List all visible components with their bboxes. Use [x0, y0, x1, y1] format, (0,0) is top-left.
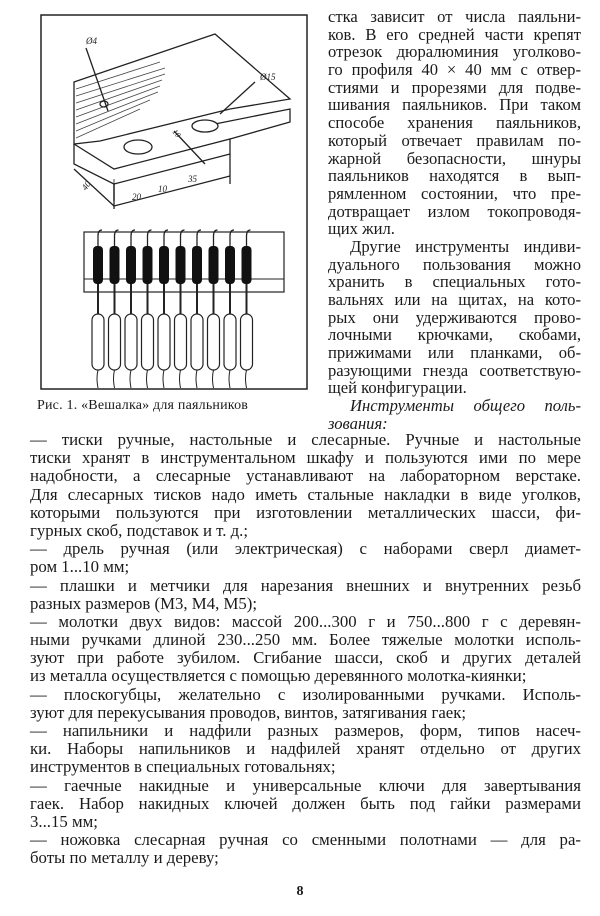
iron-cord [97, 370, 98, 388]
angle-profile-drawing [74, 34, 290, 209]
iron-heater [126, 246, 136, 284]
iron-handle [109, 314, 121, 370]
iron-heater [192, 246, 202, 284]
iron-cord [246, 370, 247, 388]
text-line: — дрель ручная (или электрическая) с наборами сверл диамет- [30, 539, 581, 559]
text-line: которыми пользуются при изготовлении металлических шасси, фи- [30, 502, 581, 522]
text-line: лочными крючками, скобами, [328, 325, 581, 345]
text-line: 3...15 мм; [30, 811, 98, 831]
text-line: который отвечает правилам по- [328, 130, 581, 150]
iron-handle [241, 314, 253, 370]
iron-handle [175, 314, 187, 370]
text-line: боты по металлу и дереву; [30, 848, 219, 868]
text-line: шивания паяльников. При таком [328, 95, 581, 115]
text-line: хранить в специальных гото- [328, 272, 581, 292]
main-body-text [30, 431, 581, 868]
text-line: надобности, а слесарные устанавливают на лабораторном верстаке. [30, 466, 581, 486]
text-line: гурных скоб, подставок и т. д.; [30, 520, 249, 540]
text-line: инструментов в специальных готовальнях; [30, 757, 336, 777]
text-line: из металла осуществляется с помощью деревянного молотка-киянки; [30, 666, 527, 686]
text-line: зуют при работе зубилом. Сгибание шасси, скоб и других деталей [30, 648, 581, 668]
text-line: вальнях или на щитах, на кото- [328, 290, 581, 309]
text-line: отрезок дюралюминия уголково- [328, 42, 581, 62]
text-line: способе хранения паяльников, [328, 113, 581, 133]
text-line: жарной безопасности, шнуры [328, 148, 581, 168]
text-line: щих жил. [328, 219, 395, 239]
iron-heater [143, 246, 153, 284]
text-line: — молотки двух видов: массой 200...300 г и 750...800 г с деревян- [30, 611, 581, 631]
text-line: Инструменты общего поль- [350, 396, 581, 416]
iron-heater [209, 246, 219, 284]
text-line: разных размеров (М3, М4, М5); [30, 593, 258, 613]
text-line: стиями и прорезями для подве- [328, 77, 581, 97]
text-line: Для слесарных тисков надо иметь стальные накладки в виде уголков, [30, 484, 581, 504]
iron-heater [242, 246, 252, 284]
page-number: 8 [296, 884, 304, 899]
iron-heater [176, 246, 186, 284]
figure-caption: Рис. 1. «Вешалка» для паяльников [37, 398, 249, 413]
text-line: го профиля 40 × 40 мм с отвер- [328, 60, 581, 80]
text-line: гаек. Набор накидных ключей должен быть под гайки размерами [30, 793, 581, 813]
iron-cord [196, 370, 197, 388]
iron-handle [125, 314, 137, 370]
iron-heater [110, 246, 120, 284]
dimension-35-label: 35 [188, 174, 197, 184]
text-line: ром 1...10 мм; [30, 557, 130, 577]
text-line: — гаечные накидные и универсальные ключи для завертывания [30, 775, 581, 795]
dimension-10-label: 10 [158, 184, 167, 194]
text-line: — плоскогубцы, желательно с изолированными ручками. Исполь- [30, 684, 581, 704]
right-column-text [328, 8, 581, 433]
soldering-irons-drawing [84, 230, 284, 388]
iron-heater [159, 246, 169, 284]
iron-handle [191, 314, 203, 370]
dimension-20-label: 20 [132, 192, 141, 202]
text-line: — ножовка слесарная ручная со сменными полотнами — для ра- [30, 830, 581, 850]
iron-cord [130, 370, 131, 388]
text-line: стка зависит от числа паяльни- [328, 7, 581, 26]
iron-handle [208, 314, 220, 370]
text-line: Другие инструменты индиви- [350, 236, 581, 256]
iron-cord [147, 370, 148, 388]
text-line: рямленном состоянии, что пре- [328, 183, 581, 203]
text-line: — плашки и метчики для нарезания внешних и внутренних резьб [30, 575, 581, 595]
text-line: зуют для перекусывания проводов, винтов, затягивания гаек; [30, 702, 467, 722]
text-line: — напильники и надфили разных размеров, форм, типов насеч- [30, 721, 581, 740]
text-line: дуального пользования можно [328, 254, 581, 274]
dimension-40-label: 40 [79, 179, 93, 193]
text-line: прижимами или планками, об- [328, 343, 581, 363]
text-line: тиски хранят в инструментальном шкафу и пользуются ими по мере [30, 448, 581, 468]
text-line: — тиски ручные, настольные и слесарные. Ручные и настольные [30, 430, 581, 449]
iron-cord [180, 370, 181, 388]
iron-cord [114, 370, 115, 388]
iron-cord [163, 370, 164, 388]
iron-heater [225, 246, 235, 284]
iron-handle [158, 314, 170, 370]
soldering-iron-hanger-figure [40, 14, 308, 390]
text-line: ков. В его средней части крепят [328, 24, 581, 44]
text-line: рых они удерживаются прово- [328, 307, 581, 327]
iron-heater [93, 246, 103, 284]
slot-width-label: 10 [170, 127, 183, 140]
iron-handle [92, 314, 104, 370]
text-line: ными ручками длиной 230...250 мм. Более тяжелые молотки исполь- [30, 630, 581, 650]
text-line: зования: [328, 413, 388, 433]
text-line: разующими гнезда соответствую- [328, 360, 581, 380]
iron-handle [142, 314, 154, 370]
iron-cord [213, 370, 214, 388]
diameter-15-label: Ø15 [260, 72, 276, 82]
iron-handle [224, 314, 236, 370]
text-line: дотвращает излом токопроводя- [328, 201, 581, 221]
text-line: ки. Наборы напильников и надфилей хранят отдельно от других [30, 739, 581, 759]
text-line: паяльников находятся в вып- [328, 166, 581, 186]
iron-cord [229, 370, 230, 388]
diameter-4-label: Ø4 [86, 36, 97, 46]
text-line: щей конфигурации. [328, 378, 467, 398]
